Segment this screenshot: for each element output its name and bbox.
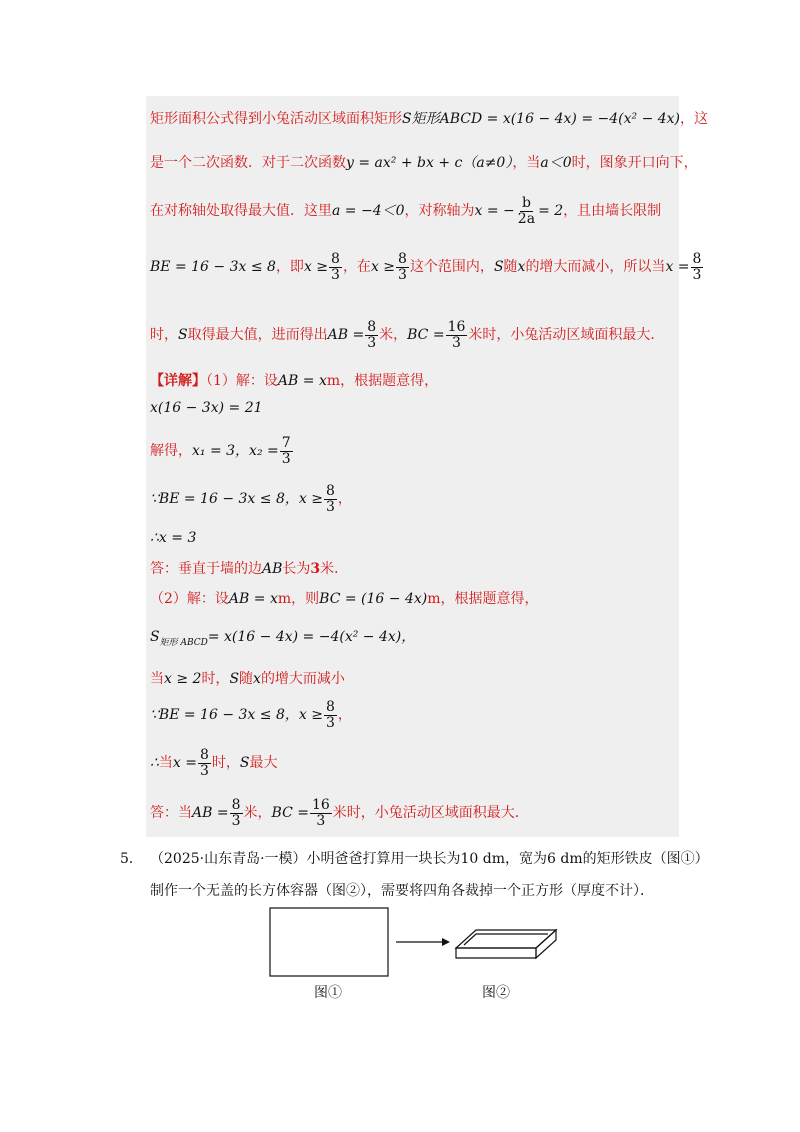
area-subscript: 矩形 ABCD <box>159 637 208 648</box>
analysis-text: ，在 <box>342 259 371 276</box>
analysis-line-5 <box>150 320 664 350</box>
solution-line-7 <box>150 588 538 608</box>
solution-text: 米时，小兔活动区域面积最大． <box>332 805 529 822</box>
question-5-number: 5． <box>120 851 143 867</box>
analysis-text: ，当 <box>512 155 541 171</box>
analysis-text: ，对称轴为 <box>404 203 475 220</box>
fraction-8-3 <box>198 748 211 778</box>
denominator: 3 <box>231 812 241 829</box>
solution-text: m，则 <box>277 591 320 607</box>
denominator: 3 <box>325 714 335 731</box>
var-s: S <box>239 755 250 772</box>
x-eq: x = <box>172 755 197 772</box>
quadratic-formula: y = ax² + bx + c（a≠0） <box>346 155 513 171</box>
fraction-8-3 <box>396 252 409 282</box>
roots: x₁ = 3，x₂ = <box>192 443 279 460</box>
bc-eq: BC = <box>271 805 309 822</box>
numerator: 8 <box>325 483 335 499</box>
solution-line-12 <box>150 798 529 828</box>
solution-text: 当 <box>158 755 173 772</box>
ab-eq-x: AB = x <box>277 373 327 389</box>
denominator: 3 <box>325 498 335 515</box>
var-x: x <box>253 671 261 687</box>
solution-text: 随 <box>239 671 254 687</box>
arrow-head <box>442 938 450 946</box>
question-5-figures <box>260 900 580 990</box>
solution-text: m，根据题意得， <box>326 373 439 389</box>
solution-text: 米， <box>243 805 272 822</box>
denominator: 3 <box>200 762 209 779</box>
segment-ab: AB <box>262 561 283 577</box>
numerator: 16 <box>311 797 330 813</box>
fraction-16-3 <box>310 798 332 828</box>
because-symbol: ∵ <box>150 707 159 724</box>
var-s: S <box>229 671 240 687</box>
denominator: 3 <box>692 266 702 283</box>
solution-text: 解得， <box>150 443 192 460</box>
fraction-8-3 <box>329 252 342 282</box>
figure-1-rectangle <box>270 908 388 976</box>
ab-eq: AB = <box>327 327 365 344</box>
analysis-text: 的增大而减小，所以当 <box>525 259 666 276</box>
numerator: 8 <box>692 251 702 267</box>
because-symbol: ∵ <box>150 491 159 508</box>
solution-line-8 <box>150 626 415 648</box>
bc-expression: BC = (16 − 4x) <box>319 591 428 607</box>
numerator: 8 <box>331 251 340 267</box>
var-x: x <box>517 259 526 276</box>
area-formula: S矩形ABCD = x(16 − 4x) = −4(x² − 4x) <box>402 111 681 127</box>
fraction-8-3 <box>691 252 704 282</box>
numerator: 8 <box>325 699 335 715</box>
solution-line-2 <box>150 400 263 416</box>
numerator: b <box>521 195 531 211</box>
denominator: 2a <box>517 210 536 227</box>
solution-line-6 <box>150 558 348 578</box>
solution-line-9 <box>150 668 345 688</box>
figure-1-label: 图① <box>314 985 342 1001</box>
figure-2-label: 图② <box>482 985 510 1001</box>
be-inequality: BE = 16 − 3x ≤ 8，x ≥ <box>158 491 323 508</box>
analysis-text: 随 <box>503 259 518 276</box>
analysis-text: ，即 <box>275 259 304 276</box>
solution-line-3 <box>150 436 294 466</box>
solution-text: （2）解：设 <box>150 591 229 607</box>
analysis-text: 米， <box>379 327 408 344</box>
numerator: 8 <box>200 747 209 763</box>
analysis-text: ，这 <box>680 111 709 127</box>
analysis-text: 米时，小兔活动区域面积最大． <box>468 327 665 344</box>
numerator: 16 <box>447 319 466 335</box>
ab-eq-x: AB = x <box>228 591 278 607</box>
figure-2-box <box>456 930 556 958</box>
x-ge-2: x ≥ 2 <box>164 671 202 687</box>
numerator: 7 <box>281 435 291 451</box>
var-s: S <box>150 629 160 645</box>
analysis-line-2 <box>150 152 698 172</box>
solution-line-11 <box>150 748 278 778</box>
solution-text: 长为 <box>282 561 311 577</box>
solution-text: （1）解：设 <box>206 373 278 389</box>
analysis-line-4 <box>150 252 704 282</box>
fraction-b-over-2a <box>516 196 537 226</box>
solution-text: 时， <box>211 755 240 772</box>
therefore-symbol: ∴ <box>150 530 159 546</box>
bc-eq: BC = <box>407 327 445 344</box>
analysis-line-3 <box>150 196 661 226</box>
analysis-text: 取得最大值，进而得出 <box>187 327 328 344</box>
solution-text: 当 <box>150 671 164 687</box>
analysis-text: 时，图象开口向下， <box>571 155 698 171</box>
analysis-line-1 <box>150 108 708 128</box>
solution-line-1 <box>150 370 438 390</box>
analysis-text: 是一个二次函数．对于二次函数 <box>150 155 346 171</box>
x-eq: x = <box>665 259 690 276</box>
solution-text: 时， <box>201 671 230 687</box>
fraction-8-3 <box>230 798 243 828</box>
therefore-symbol: ∴ <box>150 755 159 772</box>
x-ge: x ≥ <box>370 259 396 276</box>
numerator: 8 <box>231 797 241 813</box>
ab-eq: AB = <box>192 805 229 822</box>
denominator: 3 <box>452 334 461 351</box>
denominator: 3 <box>398 266 407 283</box>
solution-text: 最大 <box>249 755 278 772</box>
denominator: 3 <box>281 450 291 467</box>
analysis-text: 时， <box>150 327 178 344</box>
solution-text: 答：当 <box>150 805 192 822</box>
fraction-16-3 <box>446 320 468 350</box>
analysis-text: 在对称轴处取得最大值．这里 <box>150 203 332 220</box>
numerator: 8 <box>398 251 407 267</box>
var-s: S <box>493 259 504 276</box>
solution-text: ， <box>337 707 352 724</box>
equation: x(16 − 3x) = 21 <box>150 400 263 416</box>
fraction-7-3 <box>280 436 293 466</box>
fraction-8-3 <box>324 700 337 730</box>
numerator: 8 <box>367 319 377 335</box>
fraction-8-3 <box>324 484 337 514</box>
analysis-text: 这个范围内， <box>409 259 494 276</box>
analysis-text: 矩形面积公式得到小兔活动区域面积矩形 <box>150 111 402 127</box>
var-s: S <box>178 327 188 344</box>
solution-text: ， <box>337 491 352 508</box>
question-5-line-2: 制作一个无盖的长方体容器（图②），需要将四角各裁掉一个正方形（厚度不计）． <box>150 883 654 899</box>
answer-value: 3 <box>310 561 321 577</box>
solution-text: 答：垂直于墙的边 <box>150 561 262 577</box>
x-ge: x ≥ <box>303 259 329 276</box>
axis-formula: x = − <box>474 203 515 220</box>
solution-text: 米． <box>320 561 349 577</box>
be-inequality: BE = 16 − 3x ≤ 8 <box>150 259 276 276</box>
analysis-text: ，且由墙长限制 <box>563 203 662 220</box>
x-eq-3: x = 3 <box>158 530 197 546</box>
solution-line-5 <box>150 530 196 546</box>
coefficient-a: a = −4＜0 <box>332 203 405 220</box>
be-inequality: BE = 16 − 3x ≤ 8，x ≥ <box>158 707 323 724</box>
condition: a＜0 <box>540 155 572 171</box>
equals-two: = 2 <box>538 203 564 220</box>
solution-text: 的增大而减小 <box>260 671 345 687</box>
solution-line-4 <box>150 484 352 514</box>
denominator: 3 <box>367 334 377 351</box>
question-5-line-1: （2025·山东青岛·一模）小明爸爸打算用一块长为10 dm，宽为6 dm的矩形铁皮（图①） <box>150 851 709 867</box>
area-equation: = x(16 − 4x) = −4(x² − 4x)， <box>207 629 416 645</box>
denominator: 3 <box>331 266 340 283</box>
fraction-8-3 <box>365 320 378 350</box>
solution-text: m，根据题意得， <box>427 591 539 607</box>
solution-line-10 <box>150 700 352 730</box>
denominator: 3 <box>316 812 326 829</box>
detail-tag: 【详解】 <box>150 373 206 389</box>
